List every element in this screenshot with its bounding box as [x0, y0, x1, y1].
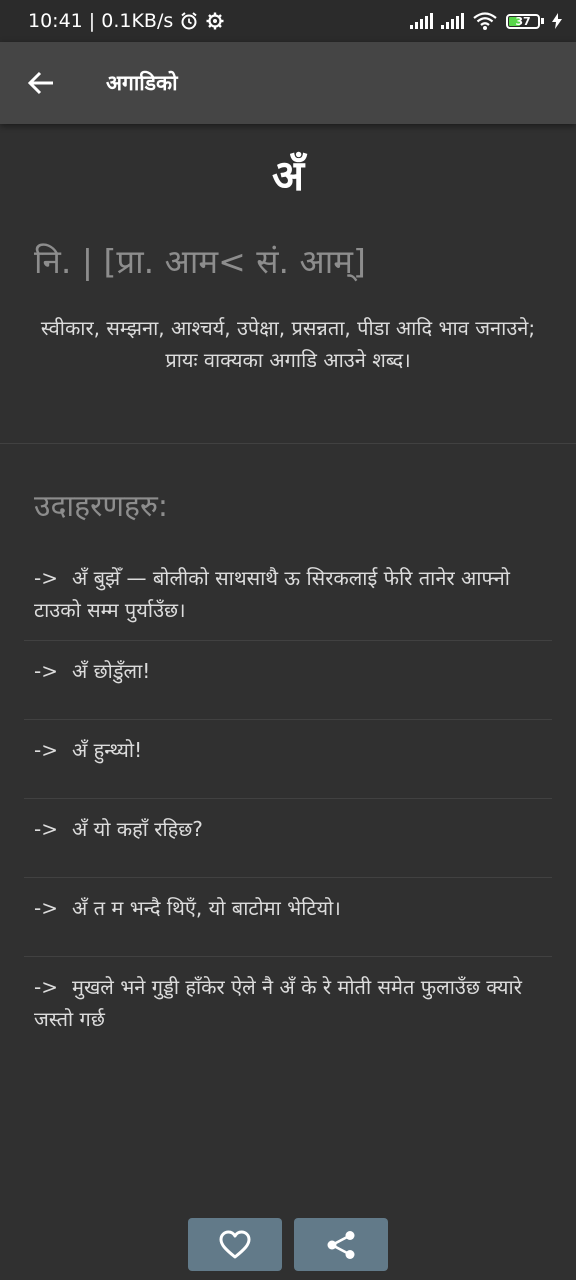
meaning-text: स्वीकार, सम्झना, आश्चर्य, उपेक्षा, प्रसन्नता, पीडा आदि भाव जनाउने; प्रायः वाक्यका अगाडि आउने शब्द। — [40, 316, 536, 372]
share-button[interactable] — [294, 1218, 388, 1271]
example-item — [24, 720, 552, 799]
charging-bolt-icon — [552, 13, 562, 29]
battery-icon — [506, 14, 540, 29]
alarm-icon — [179, 11, 199, 31]
example-text: अँ बुझेँ — बोलीको साथसाथै ऊ सिरकलाई फेरि तानेर आफ्नो टाउको सम्म पुर्याउँछ। — [34, 566, 510, 622]
signal-strength-icon — [410, 13, 433, 29]
app-bar-title: अगाडिको — [106, 71, 178, 95]
example-text: मुखले भने गुड्डी हाँकेर ऐले नै अँ के रे मोती समेत फुलाउँछ क्यारे जस्तो गर्छ — [34, 975, 522, 1031]
example-arrow: -> — [34, 659, 58, 683]
battery-level: 37 — [515, 14, 531, 28]
example-text: अँ यो कहाँ रहिछ? — [71, 817, 203, 841]
example-arrow: -> — [34, 738, 58, 762]
battery-indicator — [506, 14, 544, 29]
back-button[interactable] — [0, 42, 82, 124]
example-arrow: -> — [34, 566, 58, 590]
examples-list — [24, 548, 552, 1049]
headword: अँ — [271, 151, 305, 200]
status-right — [410, 11, 562, 31]
example-item — [24, 957, 552, 1049]
grammar-etymology: नि. | [प्रा. आम< सं. आम्] — [34, 242, 366, 281]
example-text: अँ छोडुँला! — [71, 659, 151, 683]
status-left — [28, 10, 410, 32]
favorite-button[interactable] — [188, 1218, 282, 1271]
arrow-back-icon — [27, 69, 55, 97]
share-icon — [326, 1230, 356, 1260]
example-item — [24, 641, 552, 720]
example-item — [24, 548, 552, 641]
example-arrow: -> — [34, 896, 58, 920]
example-item — [24, 878, 552, 957]
app-bar — [0, 42, 576, 124]
wifi-icon — [472, 11, 498, 31]
example-text: अँ त म भन्दै थिएँ, यो बाटोमा भेटियो। — [71, 896, 341, 920]
examples-heading: उदाहरणहरु: — [34, 489, 169, 524]
heart-icon — [219, 1230, 251, 1260]
action-bar — [188, 1218, 388, 1271]
section-divider — [0, 443, 576, 444]
example-arrow: -> — [34, 817, 58, 841]
settings-gear-icon — [205, 11, 225, 31]
status-bar — [0, 0, 576, 42]
example-item — [24, 799, 552, 878]
example-arrow: -> — [34, 975, 58, 999]
example-text: अँ हुन्थ्यो! — [71, 738, 143, 762]
signal-strength-icon-2 — [441, 13, 464, 29]
status-time-speed: 10:41 | 0.1KB/s — [28, 10, 174, 32]
battery-tip — [541, 18, 544, 24]
